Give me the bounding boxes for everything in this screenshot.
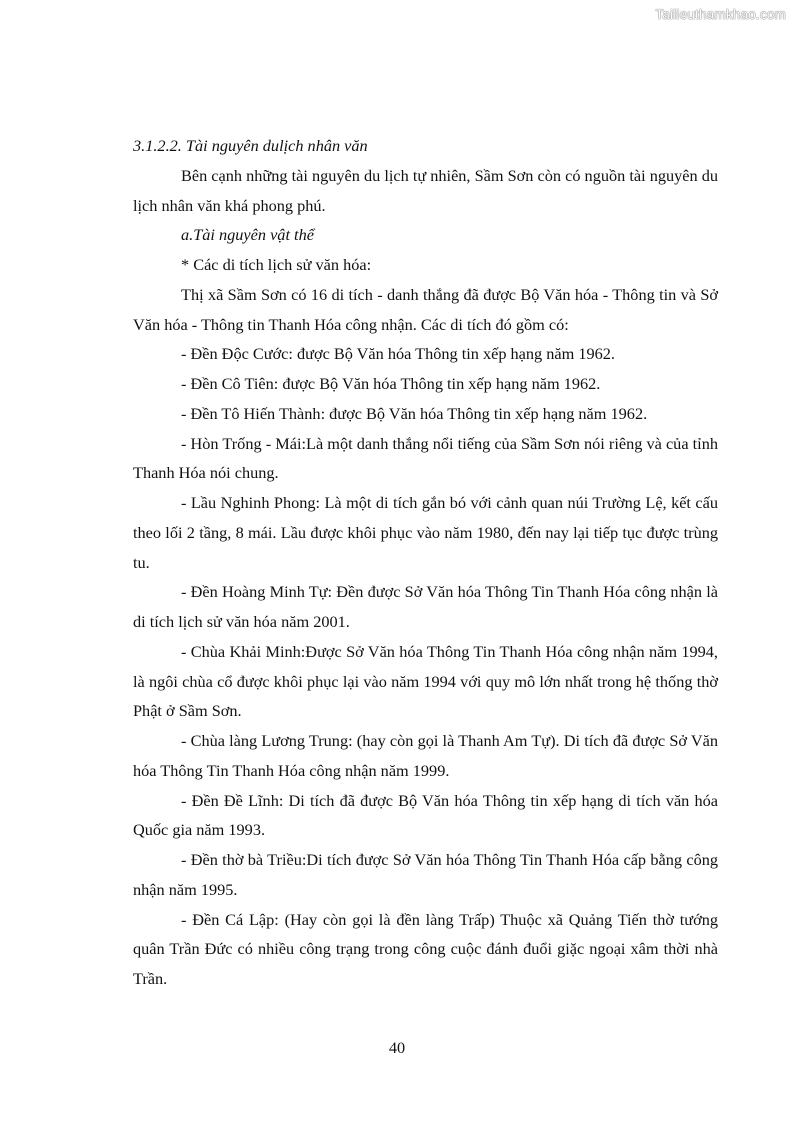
list-item: - Đền thờ bà Triều:Di tích được Sở Văn hóa Thông Tin Thanh Hóa cấp bằng công nhận năm 1995. — [133, 850, 718, 899]
document-body — [133, 131, 718, 994]
list-item: - Chùa Khải Minh:Được Sở Văn hóa Thông Tin Thanh Hóa công nhận năm 1994, là ngôi chùa cổ được khôi phục lại vào năm 1994 với quy mô lớn nhất trong hệ thống thờ Phật ở Sầm Sơn. — [133, 641, 718, 721]
section-heading: 3.1.2.2. Tài nguyên dulịch nhân văn — [133, 136, 368, 155]
subheading-tangible-resources: a.Tài nguyên vật thể — [181, 225, 314, 245]
list-item: - Đền Tô Hiến Thành: được Bộ Văn hóa Thông tin xếp hạng năm 1962. — [181, 403, 648, 423]
list-item: - Đền Hoàng Minh Tự: Đền được Sở Văn hóa Thông Tin Thanh Hóa công nhận là di tích lịch sử văn hóa năm 2001. — [133, 582, 718, 631]
page-number: 40 — [388, 1038, 406, 1057]
list-item: - Đền Độc Cước: được Bộ Văn hóa Thông tin xếp hạng năm 1962. — [181, 344, 615, 364]
list-item: - Đền Đề Lĩnh: Di tích đã được Bộ Văn hóa Thông tin xếp hạng di tích văn hóa Quốc gia năm 1993. — [133, 790, 718, 840]
paragraph-intro: Bên cạnh những tài nguyên du lịch tự nhiên, Sầm Sơn còn có nguồn tài nguyên du lịch nhân văn khá phong phú. — [133, 165, 718, 215]
paragraph-relics-overview: Thị xã Sầm Sơn có 16 di tích - danh thắng đã được Bộ Văn hóa - Thông tin và Sở Văn hóa - Thông tin Thanh Hóa công nhận. Các di tích đó gồm có: — [133, 284, 718, 334]
list-item: - Chùa làng Lương Trung: (hay còn gọi là Thanh Am Tự). Di tích đã được Sở Văn hóa Thông Tin Thanh Hóa công nhận năm 1999. — [133, 731, 718, 780]
list-item: - Đền Cá Lập: (Hay còn gọi là đền làng Trấp) Thuộc xã Quảng Tiến thờ tướng quân Trần Đức có nhiều công trạng trong công cuộc đánh đuổi giặc ngoại xâm thời nhà Trần. — [133, 909, 718, 988]
list-item: - Hòn Trống - Mái:Là một danh thắng nổi tiếng của Sầm Sơn nói riêng và của tỉnh Thanh Hóa nói chung. — [133, 433, 718, 483]
watermark: Tailieuthamkhao.com — [655, 7, 786, 22]
list-item: - Lầu Nghinh Phong: Là một di tích gắn bó với cảnh quan núi Trường Lệ, kết cấu theo lối 2 tầng, 8 mái. Lầu được khôi phục vào năm 1980, đến nay lại tiếp tục được trùng tu. — [133, 493, 718, 572]
list-item: - Đền Cô Tiên: được Bộ Văn hóa Thông tin xếp hạng năm 1962. — [181, 374, 601, 393]
paragraph-relics-title: * Các di tích lịch sử văn hóa: — [181, 255, 372, 274]
